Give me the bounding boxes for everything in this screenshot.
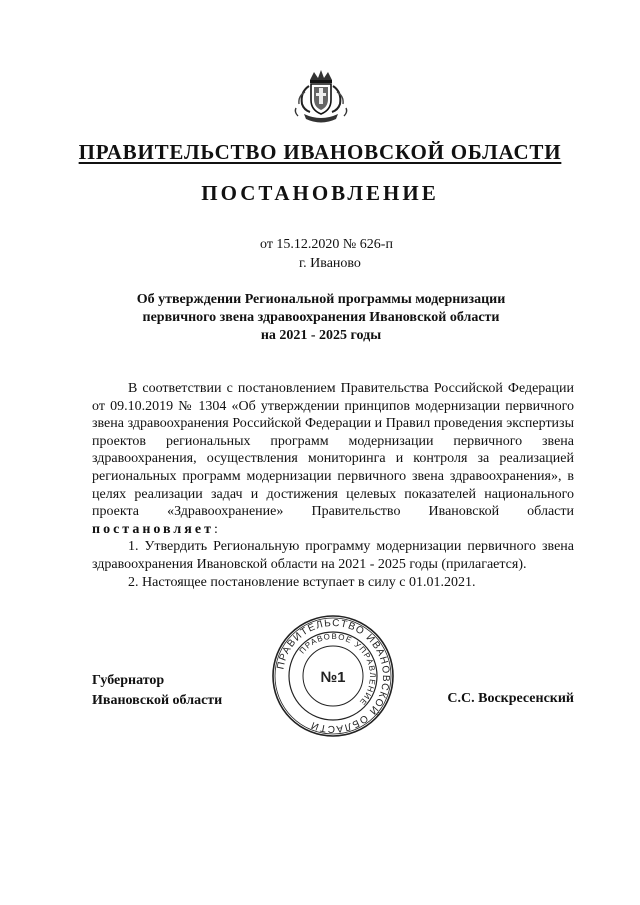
seal-number: №1 bbox=[320, 669, 346, 686]
document-city: г. Иваново bbox=[299, 256, 361, 271]
heading-line: Об утверждении Региональной программы модернизации bbox=[136, 292, 506, 307]
document-heading bbox=[92, 291, 550, 345]
heading-line: первичного звена здравоохранения Ивановской области bbox=[142, 310, 500, 325]
preamble-paragraph bbox=[92, 380, 574, 538]
seal-ring-text: ПРАВИТЕЛЬСТВО ИВАНОВСКОЙ ОБЛАСТИ bbox=[275, 617, 392, 735]
decree-word: постановляет bbox=[92, 521, 214, 537]
seal-inner-text: ПРАВОВОЕ УПРАВЛЕНИЕ bbox=[297, 631, 378, 708]
signatory-name: С.С. Воскресенский bbox=[447, 691, 574, 706]
preamble-text: В соответствии с постановлением Правительства Российской Федерации от 09.10.2019 № 1304 «Об утверждении принципов модернизации первичного звена здравоохранения Российской Федерации и Правил проведения экспертизы проектов региональных программ модернизации первичного звена здравоохранения, осуществления мониторинга и контроля за реализацией региональных программ модернизации первичного звена здравоохранения», в целях реализации задач и достижения целевых показателей национального проекта «Здравоохранение» Правительство Ивановской области bbox=[92, 381, 574, 520]
official-seal-stamp bbox=[271, 614, 395, 738]
role-line: Ивановской области bbox=[92, 693, 223, 708]
ivanovo-coat-of-arms-icon bbox=[290, 66, 352, 128]
signatory-role bbox=[92, 671, 222, 711]
role-line: Губернатор bbox=[92, 673, 165, 688]
item-paragraph: 1. Утвердить Региональную программу модернизации первичного звена здравоохранения Ивановской области на 2021 - 2025 годы (прилагается). bbox=[92, 539, 574, 572]
document-date-number: от 15.12.2020 № 626-п bbox=[260, 237, 393, 252]
decree-colon: : bbox=[213, 521, 218, 537]
item-paragraph: 2. Настоящее постановление вступает в силу с 01.01.2021. bbox=[128, 574, 476, 590]
heading-line: на 2021 - 2025 годы bbox=[260, 328, 382, 343]
document-type: ПОСТАНОВЛЕНИЕ bbox=[201, 181, 439, 205]
document-body bbox=[92, 380, 574, 591]
government-name: ПРАВИТЕЛЬСТВО ИВАНОВСКОЙ ОБЛАСТИ bbox=[78, 140, 562, 164]
